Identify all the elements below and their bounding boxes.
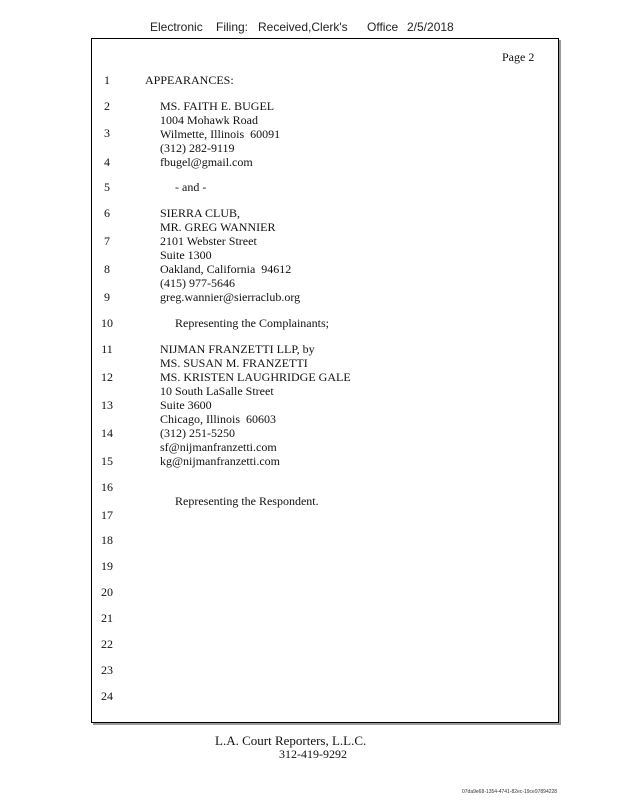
address-line: Wilmette, Illinois 60091 — [160, 127, 281, 141]
attorney-name: MS. FAITH E. BUGEL — [160, 99, 275, 113]
document-id: 07da9e68-1354-4741-82ec-19ce97894228 — [462, 789, 558, 795]
representation-note: Representing the Complainants; — [175, 316, 329, 330]
organization-name: SIERRA CLUB, — [160, 206, 241, 220]
phone-number: (415) 977-5646 — [160, 276, 235, 290]
line-number: 18 — [101, 533, 113, 547]
line-number: 5 — [104, 180, 110, 194]
representation-note: Representing the Respondent. — [175, 494, 319, 508]
footer-company: L.A. Court Reporters, L.L.C. — [215, 733, 367, 748]
header-word-filing: Filing: — [216, 20, 249, 34]
header-word-office: Office — [367, 20, 399, 34]
address-line: Suite 3600 — [160, 398, 212, 412]
email-address: kg@nijmanfranzetti.com — [160, 454, 281, 468]
email-address: greg.wannier@sierraclub.org — [160, 290, 301, 304]
line-number: 12 — [101, 370, 113, 384]
line-number: 9 — [104, 290, 110, 304]
line-number: 22 — [101, 637, 113, 651]
line-number: 8 — [104, 262, 110, 276]
line-number: 2 — [104, 99, 110, 113]
line-number: 7 — [104, 234, 110, 248]
filing-stamp-header — [0, 20, 618, 36]
address-line: 1004 Mohawk Road — [160, 113, 258, 127]
line-number: 19 — [101, 559, 113, 573]
line-number: 21 — [101, 611, 113, 625]
line-number: 13 — [101, 398, 113, 412]
line-number: 10 — [101, 316, 113, 330]
phone-number: (312) 282-9119 — [160, 141, 235, 155]
line-number: 11 — [101, 342, 113, 356]
line-number: 24 — [101, 689, 113, 703]
firm-name: NIJMAN FRANZETTI LLP, by — [160, 342, 315, 356]
attorney-name: MS. KRISTEN LAUGHRIDGE GALE — [160, 370, 351, 384]
address-line: 10 South LaSalle Street — [160, 384, 274, 398]
line-number: 6 — [104, 206, 110, 220]
address-line: 2101 Webster Street — [160, 234, 257, 248]
phone-number: (312) 251-5250 — [160, 426, 235, 440]
address-line: Chicago, Illinois 60603 — [160, 412, 276, 426]
address-line: Oakland, California 94612 — [160, 262, 292, 276]
header-word-electronic: Electronic — [150, 20, 203, 34]
footer-phone: 312-419-9292 — [279, 747, 347, 761]
email-address: sf@nijmanfranzetti.com — [160, 440, 277, 454]
header-word-received: Received,Clerk's — [258, 20, 348, 34]
line-number: 17 — [101, 508, 113, 522]
page-number: Page 2 — [502, 50, 535, 64]
attorney-name: MS. SUSAN M. FRANZETTI — [160, 356, 308, 370]
header-word-date: 2/5/2018 — [407, 20, 454, 34]
and-separator: - and - — [175, 180, 207, 194]
line-number: 20 — [101, 585, 113, 599]
line-number: 14 — [101, 426, 113, 440]
line-number: 15 — [101, 454, 113, 468]
appearances-heading: APPEARANCES: — [145, 73, 234, 87]
email-address: fbugel@gmail.com — [160, 155, 253, 169]
line-number: 4 — [104, 155, 110, 169]
address-line: Suite 1300 — [160, 248, 212, 262]
line-number: 3 — [104, 126, 110, 140]
line-number: 16 — [101, 480, 113, 494]
line-number: 23 — [101, 663, 113, 677]
attorney-name: MR. GREG WANNIER — [160, 220, 276, 234]
line-number: 1 — [104, 73, 110, 87]
